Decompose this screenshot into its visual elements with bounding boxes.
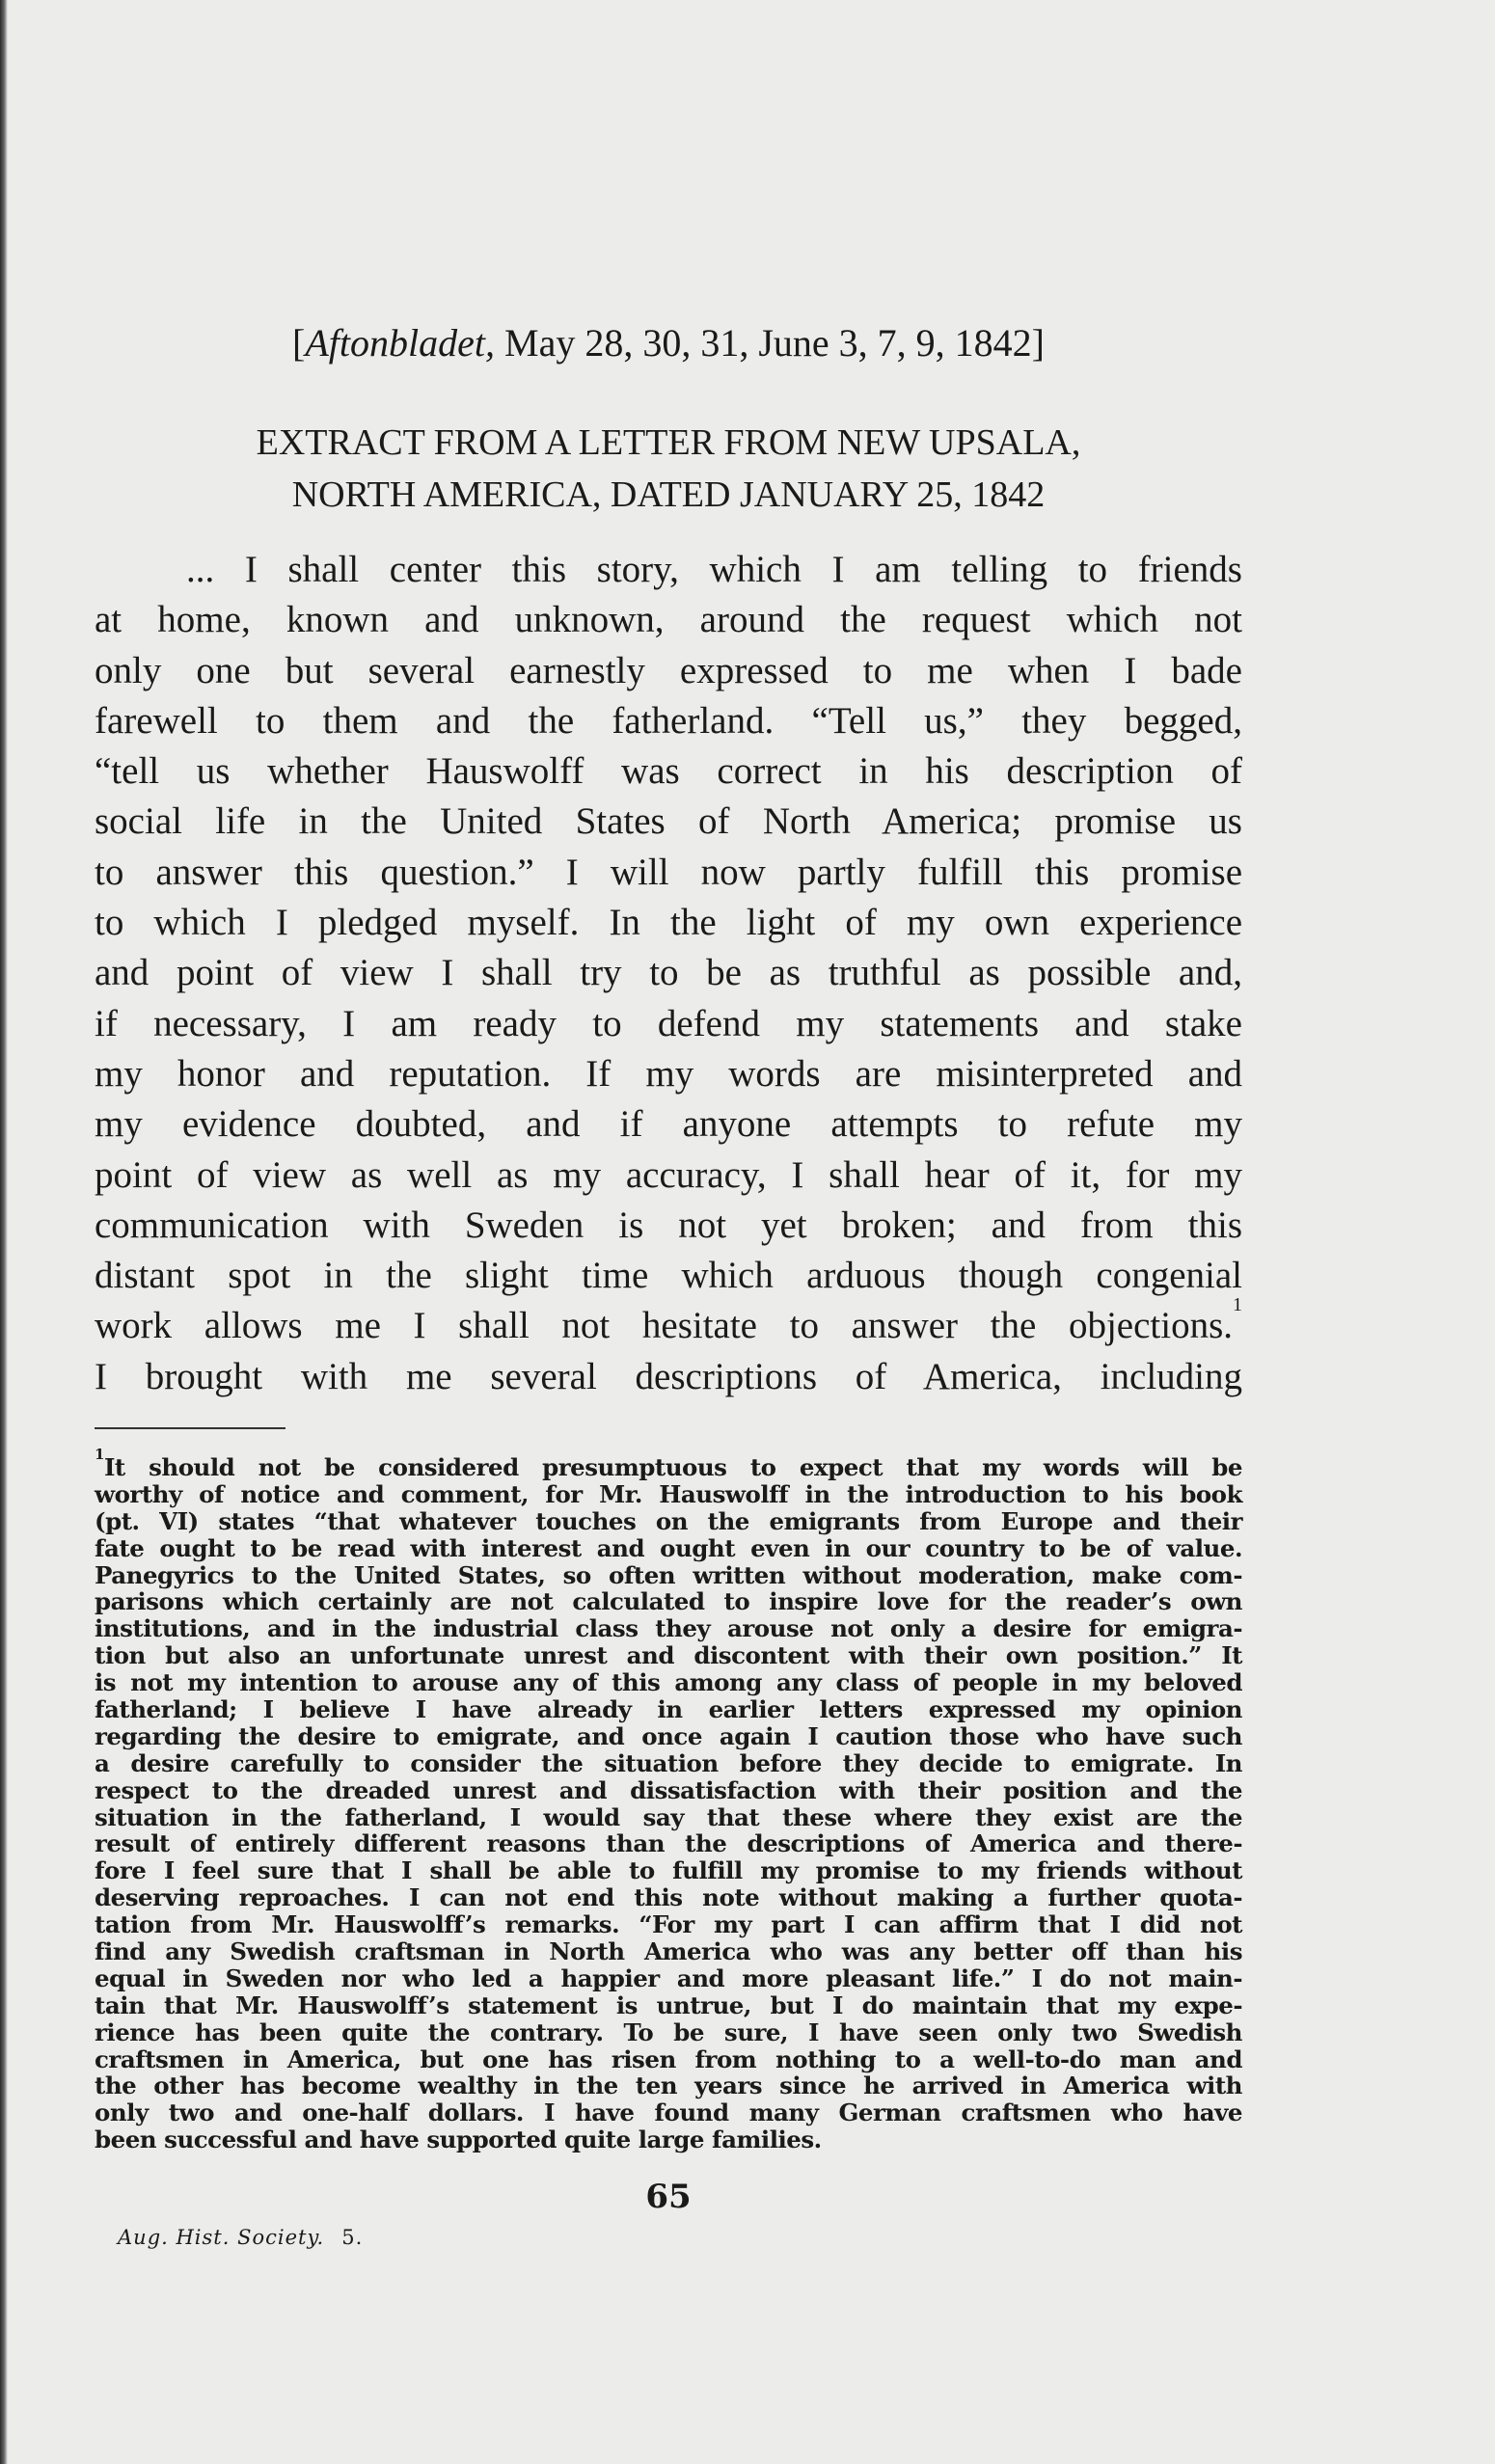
footnote-line: is not my intention to arouse any of this among any class of people in my beloved (95, 1668, 1242, 1697)
body-line: ... I shall center this story, which I am telling to friends (95, 549, 1242, 590)
footnote-marker: 1 (95, 1445, 104, 1463)
footnote-line: Panegyrics to the United States, so often written without moderation, make com- (95, 1560, 1242, 1589)
source-dates: May 28, 30, 31, June 3, 7, 9, 1842] (495, 321, 1045, 365)
footnote-line: deserving reproaches. I can not end this note without making a further quota- (95, 1883, 1242, 1912)
footnote-line: tain that Mr. Hauswolff’s statement is untrue, but I do maintain that my expe- (95, 1990, 1242, 2019)
body-line: to answer this question.” I will now partly fulfill this promise (95, 851, 1242, 893)
article-title (95, 417, 1242, 521)
body-line: my honor and reputation. If my words are misinterpreted and (95, 1052, 1242, 1095)
body-line: distant spot in the slight time which arduous though congenial (95, 1255, 1242, 1297)
footnote-line: (pt. VI) states “that whatever touches on the emigrants from Europe and their (95, 1506, 1242, 1535)
body-line: only one but several earnestly expressed to me when I bade (95, 649, 1242, 691)
footnote-line: tation from Mr. Hauswolff’s remarks. “For my part I can affirm that I did not (95, 1910, 1242, 1939)
title-line: NORTH AMERICA, DATED JANUARY 25, 1842 (291, 474, 1046, 515)
footnote-reference: 1 (1233, 1294, 1242, 1316)
printer-signature-mark (118, 2226, 363, 2249)
body-line: if necessary, I am ready to defend my statements and stake (95, 1002, 1242, 1044)
footnote-line: the other has become wealthy in the ten years since he arrived in America with (95, 2071, 1242, 2100)
body-line: my evidence doubted, and if anyone attempts to refute my (95, 1103, 1242, 1146)
page-binding-edge (0, 0, 8, 2464)
signature-label: Aug. Hist. Society. (118, 2226, 325, 2249)
body-line: and point of view I shall try to be as truthful as possible and, (95, 952, 1242, 994)
body-line: communication with Sweden is not yet broken; and from this (95, 1204, 1242, 1246)
footnote-line: fore I feel sure that I shall be able to fulfill my promise to my friends without (95, 1856, 1242, 1885)
footnote-line: a desire carefully to consider the situation before they decide to emigrate. In (95, 1748, 1242, 1777)
body-line: “tell us whether Hauswolff was correct in his description of (95, 750, 1242, 793)
title-line: EXTRACT FROM A LETTER FROM NEW UPSALA, (256, 422, 1081, 463)
footnote-line: situation in the fatherland, I would say that these where they exist are the (95, 1802, 1242, 1831)
source-open-bracket: [ (292, 321, 306, 365)
page-number: 65 (645, 2178, 692, 2216)
footnote-line: rience has been quite the contrary. To be sure, I have seen only two Swedish (95, 2017, 1242, 2046)
footnote-line: result of entirely different reasons than the descriptions of America and there- (95, 1829, 1242, 1858)
book-page (95, 0, 1242, 2464)
body-line-text: work allows me I shall not hesitate to answer the objections. (95, 1305, 1233, 1347)
footnote-line: tion but also an unfortunate unrest and discontent with their own position.” It (95, 1641, 1242, 1670)
footnote-line: craftsmen in America, but one has risen from nothing to a well-to-do man and (95, 2044, 1242, 2073)
body-line: farewell to them and the fatherland. “Tell us,” they begged, (95, 699, 1242, 742)
footnote-line: parisons which certainly are not calculated to inspire love for the reader’s own (95, 1587, 1242, 1616)
footnote-line: respect to the dreaded unrest and dissatisfaction with their position and the (95, 1775, 1242, 1804)
body-line: at home, known and unknown, around the request which not (95, 599, 1242, 641)
source-citation (95, 318, 1242, 368)
footnote-line: been successful and have supported quite large families. (95, 2126, 822, 2154)
body-text (95, 545, 1242, 1402)
footnote-line: fate ought to be read with interest and ought even in our country to be of value. (95, 1533, 1242, 1562)
body-line-with-footnote-ref (95, 1294, 1242, 1351)
body-line: social life in the United States of North America; promise us (95, 800, 1242, 843)
footnote-line: regarding the desire to emigrate, and once again I caution those who have such (95, 1721, 1242, 1750)
footnote-line: institutions, and in the industrial class they arouse not only a desire for emigra- (95, 1614, 1242, 1643)
body-line: I brought with me several descriptions of America, including (95, 1355, 1242, 1397)
source-publication: Aftonbladet, (305, 321, 495, 365)
footnote-line: equal in Sweden nor who led a happier and more pleasant life.” I do not main- (95, 1963, 1242, 1992)
footnote-divider (95, 1427, 285, 1429)
footnote-line: worthy of notice and comment, for Mr. Hauswolff in the introduction to his book (95, 1479, 1242, 1508)
footnote-line: fatherland; I believe I have already in earlier letters expressed my opinion (95, 1695, 1242, 1724)
footnote-first-line (95, 1445, 1242, 1481)
body-line: point of view as well as my accuracy, I shall hear of it, for my (95, 1153, 1242, 1196)
footnote-line: find any Swedish craftsman in North America who was any better off than his (95, 1937, 1242, 1966)
signature-number: 5. (341, 2226, 364, 2249)
body-line: to which I pledged myself. In the light of my own experience (95, 902, 1242, 944)
footnote-line: only two and one-half dollars. I have found many German craftsmen who have (95, 2098, 1242, 2127)
footnote (95, 1445, 1242, 2154)
footnote-line-text: It should not be considered presumptuous to expect that my words will be (103, 1453, 1242, 1481)
